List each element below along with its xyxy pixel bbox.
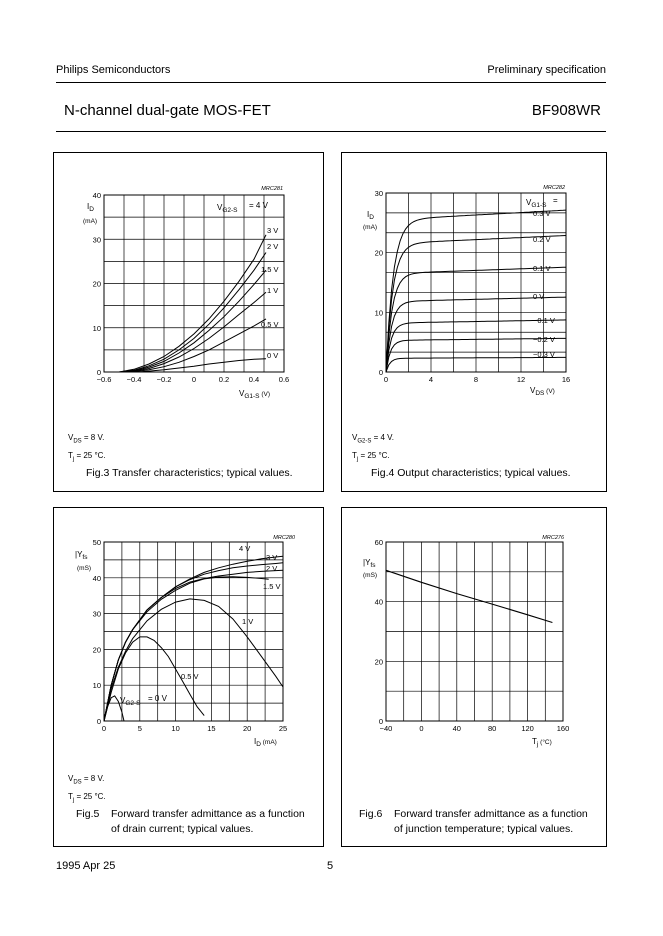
fig6-chart [342, 508, 606, 768]
y-axis-label: $I_D$ [367, 210, 374, 221]
x-tick-label: 5 [137, 724, 142, 733]
series-line-15V [124, 270, 267, 372]
x-tick-label: −40 [379, 724, 393, 733]
doc-part: BF908WR [531, 102, 601, 119]
series-label: 0 V [267, 351, 279, 360]
series-label: 0.1 V [533, 264, 551, 273]
y-tick-label: 20 [374, 248, 383, 258]
fig6-code: MRC276 [542, 535, 564, 541]
x-tick-label: 15 [207, 724, 216, 733]
x-axis-label: $V_{G1-S}$ $^{(V)}$ [239, 389, 270, 400]
series-label: −0.3 V [533, 350, 555, 359]
x-tick-label: −0.6 [96, 375, 112, 384]
x-tick-label: 0.6 [278, 375, 290, 384]
fig5-caption-num: Fig.5 [76, 808, 100, 820]
footer-page: 5 [327, 860, 334, 872]
series-label: 1.5 V [263, 582, 281, 591]
x-tick-label: 40 [452, 724, 461, 733]
x-tick-label: 80 [488, 724, 497, 733]
series-label: 0.2 V [533, 235, 551, 244]
y-tick-label: 20 [374, 657, 383, 667]
x-axis-label: $V_{DS}$ $^{(V)}$ [530, 386, 555, 397]
doc-title: N-channel dual-gate MOS-FET [64, 102, 271, 119]
series-label: −0.2 V [533, 335, 555, 344]
x-tick-label: 8 [473, 375, 479, 384]
x-tick-label: −0.2 [156, 375, 172, 384]
series-label: 1 V [267, 286, 279, 295]
x-tick-label: 0 [191, 375, 197, 384]
y-tick-label: 0 [378, 368, 383, 377]
y-tick-label: 10 [92, 681, 101, 691]
y-axis-unit: (mS) [77, 565, 92, 572]
x-tick-label: 16 [561, 375, 571, 384]
x-tick-label: 0 [419, 724, 424, 733]
x-tick-label: −0.4 [126, 375, 142, 384]
x-tick-label: 4 [428, 375, 434, 384]
series-label: 0 V [533, 292, 545, 301]
fig4-conditions: $V_{G2-S} = 4$ V. $T_j = 25$ °C. [352, 433, 394, 463]
x-tick-label: 0.2 [218, 375, 230, 384]
fig5-param-value: = 0 V [148, 694, 167, 703]
fig6-caption-text: Forward transfer admittance as a function of junction temperature; typical values. [394, 808, 588, 835]
y-tick-label: 60 [374, 538, 383, 547]
header-spec: Preliminary specification [487, 64, 606, 76]
series-label: 0.5 V [261, 320, 279, 329]
x-tick-label: 25 [278, 724, 288, 733]
y-tick-label: 10 [92, 323, 101, 333]
y-tick-label: 40 [92, 191, 101, 200]
y-tick-label: 40 [92, 573, 101, 583]
x-axis-label: $T_j$ $^{(^\circ C)}$ [532, 737, 552, 748]
fig3-chart [54, 153, 323, 413]
fig4-code: MRC282 [543, 185, 565, 191]
title-rule [56, 131, 606, 132]
y-tick-label: 20 [92, 645, 101, 655]
x-tick-label: 0 [383, 375, 389, 384]
series-label: 1.5 V [261, 265, 279, 274]
x-tick-label: 0.4 [248, 375, 260, 384]
y-axis-label: $|Y_{fs}$ [363, 558, 376, 569]
y-axis-label: $|Y_{fs}$ [75, 550, 88, 561]
fig4-chart [342, 153, 606, 413]
y-axis-unit: (mS) [363, 572, 378, 579]
series-label: 1 V [242, 617, 254, 626]
y-tick-label: 40 [374, 597, 383, 607]
y-tick-label: 20 [92, 279, 101, 289]
fig4-caption: Fig.4 Output characteristics; typical values. [371, 467, 571, 479]
series-label: 0.3 V [533, 209, 551, 218]
y-tick-label: 30 [92, 235, 101, 245]
fig3-conditions: $V_{DS} = 8$ V. $T_j = 25$ °C. [68, 433, 106, 463]
fig3-code: MRC281 [261, 186, 283, 192]
fig4-param-label: $V_{G1-S}$ [526, 198, 547, 209]
series-label: 4 V [239, 544, 251, 553]
y-tick-label: 0 [96, 717, 101, 726]
x-tick-label: 12 [516, 375, 526, 384]
series-label: −0.1 V [533, 316, 555, 325]
fig3-param-value: = 4 V [249, 201, 268, 210]
y-tick-label: 50 [92, 538, 101, 547]
y-axis-label: $I_D$ [87, 202, 94, 213]
header-company: Philips Semiconductors [56, 64, 171, 76]
y-tick-label: 0 [96, 368, 101, 377]
fig3-caption: Fig.3 Transfer characteristics; typical values. [86, 467, 293, 479]
y-axis-unit: (mA) [83, 218, 98, 225]
fig4-param-value: = [553, 196, 558, 205]
x-tick-label: 160 [556, 724, 570, 733]
y-tick-label: 30 [374, 189, 383, 198]
y-tick-label: 0 [378, 717, 383, 726]
series-label: 3 V [267, 226, 279, 235]
y-tick-label: 30 [92, 609, 101, 619]
y-tick-label: 10 [374, 308, 383, 318]
fig5-caption-text: Forward transfer admittance as a function of drain current; typical values. [111, 808, 305, 835]
series-label: 2 V [266, 564, 278, 573]
footer-date: 1995 Apr 25 [56, 860, 116, 872]
series-label: 0.5 V [181, 672, 199, 681]
header-rule [56, 82, 606, 83]
fig5-conditions: $V_{DS} = 8$ V. $T_j = 25$ °C. [68, 774, 106, 804]
fig3-param-label: $V_{G2-S}$ [217, 203, 238, 214]
fig5-code: MRC280 [273, 535, 295, 541]
series-label: 3 V [266, 553, 278, 562]
fig5-chart [54, 508, 323, 768]
fig5-param-label: $V_{G2-S}$ [120, 696, 141, 707]
x-tick-label: 120 [521, 724, 534, 733]
x-axis-label: $I_D$ $^{(mA)}$ [254, 737, 277, 748]
x-tick-label: 20 [243, 724, 252, 733]
y-axis-unit: (mA) [363, 224, 378, 231]
x-tick-label: 10 [171, 724, 180, 733]
series-label: 2 V [267, 242, 279, 251]
x-tick-label: 0 [101, 724, 107, 733]
fig6-caption-num: Fig.6 [359, 808, 383, 820]
